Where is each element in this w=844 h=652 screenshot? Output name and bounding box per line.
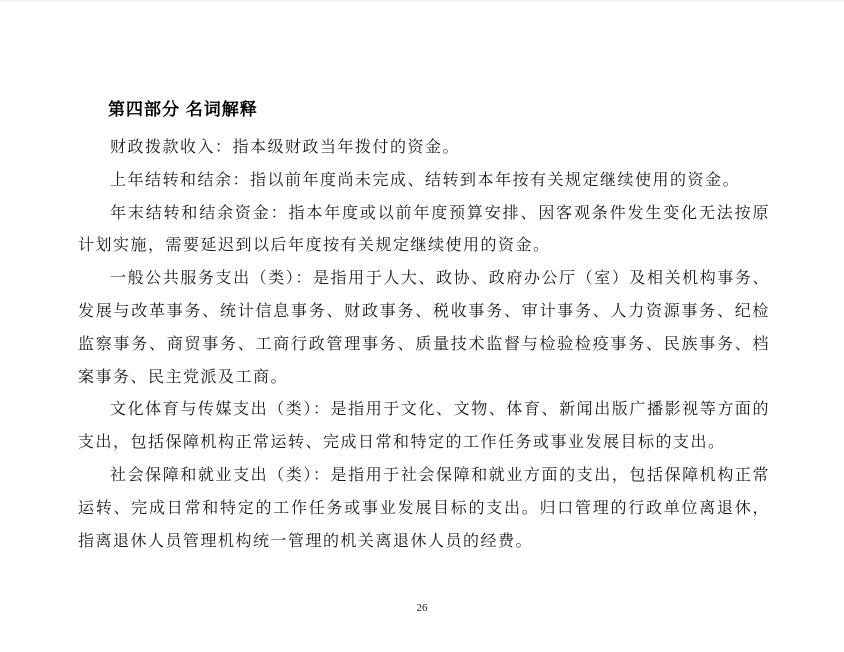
glossary-paragraph-year-end-carryover-funds: 年末结转和结余资金：指本年度或以前年度预算安排、因客观条件发生变化无法按原计划实施，需要延迟到以后年度按有关规定继续使用的资金。 bbox=[78, 204, 770, 255]
document-body bbox=[78, 93, 770, 558]
page-number: 26 bbox=[416, 602, 428, 614]
page-footer bbox=[0, 598, 844, 616]
glossary-paragraph-fiscal-appropriation-income: 财政拨款收入：指本级财政当年拨付的资金。 bbox=[110, 139, 461, 156]
section-heading: 第四部分 名词解释 bbox=[108, 100, 258, 119]
glossary-paragraph-culture-sports-media: 文化体育与传媒支出（类）：是指用于文化、文物、体育、新闻出版广播影视等方面的支出，包括保障机构正常运转、完成日常和特定的工作任务或事业发展目标的支出。 bbox=[78, 401, 770, 452]
glossary-paragraph-social-security-employment: 社会保障和就业支出（类）：是指用于社会保障和就业方面的支出，包括保障机构正常运转、完成日常和特定的工作任务或事业发展目标的支出。归口管理的行政单位离退休，指离退休人员管理机构统一管理的机关离退休人员的经费。 bbox=[78, 466, 770, 550]
glossary-paragraph-prior-year-carryover: 上年结转和结余：指以前年度尚未完成、结转到本年按有关规定继续使用的资金。 bbox=[110, 171, 741, 189]
glossary-paragraph-general-public-services: 一般公共服务支出（类）：是指用于人大、政协、政府办公厅（室）及相关机构事务、发展与改革事务、统计信息事务、财政事务、税收事务、审计事务、人力资源事务、纪检监察事务、商贸事务、工商行政管理事务、质量技术监督与检验检疫事务、民族事务、档案事务、民主党派及工商。 bbox=[78, 270, 770, 386]
